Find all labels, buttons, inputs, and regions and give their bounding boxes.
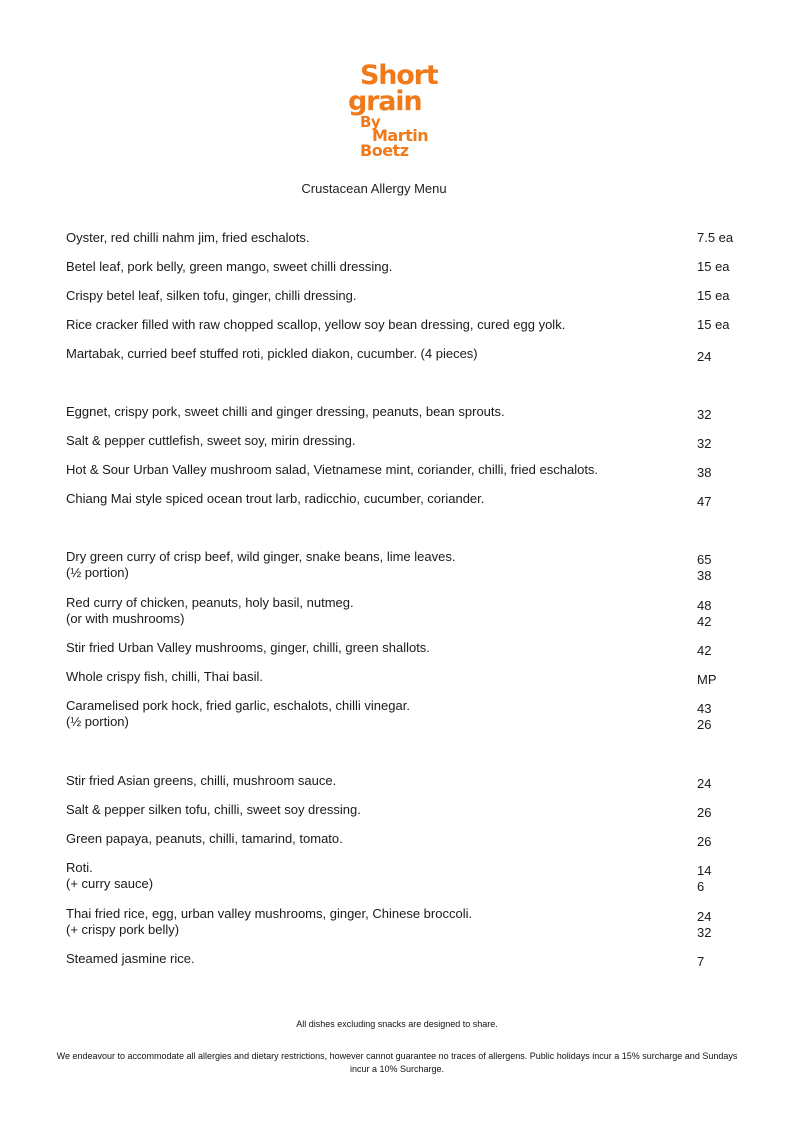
price-value: 26 — [697, 834, 712, 849]
description-line: Betel leaf, pork belly, green mango, sweet chilli dressing. — [66, 259, 393, 274]
menu-item-description — [66, 669, 686, 685]
menu-item-price — [697, 407, 757, 423]
price-value: 43 — [697, 701, 712, 716]
price-value: 15 ea — [697, 317, 730, 332]
menu-item-description — [66, 317, 686, 333]
price-value: 24 — [697, 349, 712, 364]
menu-item-price — [697, 701, 757, 733]
menu-item-price — [697, 863, 757, 895]
price-value: 48 — [697, 598, 712, 613]
menu-item-price — [697, 288, 757, 304]
price-value: 32 — [697, 925, 712, 940]
description-line: Martabak, curried beef stuffed roti, pickled diakon, cucumber. (4 pieces) — [66, 346, 478, 361]
logo-line: grain — [348, 86, 422, 117]
description-line: (½ portion) — [66, 714, 129, 729]
menu-item-description — [66, 288, 686, 304]
price-value: 38 — [697, 568, 712, 583]
menu-item-description — [66, 549, 686, 581]
description-line: Salt & pepper cuttlefish, sweet soy, mirin dressing. — [66, 433, 356, 448]
description-line: Whole crispy fish, chilli, Thai basil. — [66, 669, 263, 684]
menu-item-price — [697, 598, 757, 630]
description-line: (½ portion) — [66, 565, 129, 580]
menu-item-price — [697, 643, 757, 659]
price-value: 6 — [697, 879, 705, 894]
menu-item-price — [697, 805, 757, 821]
menu-item-description — [66, 860, 686, 892]
menu-item-price — [697, 317, 757, 333]
price-value: 42 — [697, 614, 712, 629]
price-value: 7 — [697, 954, 705, 969]
price-value: 15 ea — [697, 259, 730, 274]
price-value: 24 — [697, 776, 712, 791]
description-line: (+ crispy pork belly) — [66, 922, 180, 937]
description-line: Crispy betel leaf, silken tofu, ginger, chilli dressing. — [66, 288, 357, 303]
menu-item-price — [697, 834, 757, 850]
menu-item-description — [66, 404, 686, 420]
price-value: 32 — [697, 407, 712, 422]
price-value: 47 — [697, 494, 712, 509]
menu-item-price — [697, 349, 757, 365]
description-line: Chiang Mai style spiced ocean trout larb, radicchio, cucumber, coriander. — [66, 491, 485, 506]
description-line: Caramelised pork hock, fried garlic, eschalots, chilli vinegar. — [66, 698, 410, 713]
allergy-disclaimer: We endeavour to accommodate all allergies and dietary restrictions, however cannot guarantee no traces of allergens. Public holidays incur a 15% surcharge and Sundays incur a 10% Surcharge. — [56, 1051, 738, 1074]
description-line: (or with mushrooms) — [66, 611, 185, 626]
price-value: 24 — [697, 909, 712, 924]
price-value: 26 — [697, 717, 712, 732]
menu-item-description — [66, 906, 686, 938]
price-value: 65 — [697, 552, 712, 567]
price-value: 14 — [697, 863, 712, 878]
menu-item-price — [697, 776, 757, 792]
description-line: Eggnet, crispy pork, sweet chilli and ginger dressing, peanuts, bean sprouts. — [66, 404, 505, 419]
menu-item-price — [697, 494, 757, 510]
menu-item-price — [697, 552, 757, 584]
menu-item-description — [66, 640, 686, 656]
description-line: Rice cracker filled with raw chopped scallop, yellow soy bean dressing, cured egg yolk. — [66, 317, 566, 332]
price-value: 15 ea — [697, 288, 730, 303]
logo-line: Boetz — [360, 141, 409, 160]
menu-item-price — [697, 909, 757, 941]
menu-item-description — [66, 802, 686, 818]
description-line: Thai fried rice, egg, urban valley mushrooms, ginger, Chinese broccoli. — [66, 906, 473, 921]
menu-item-description — [66, 259, 686, 275]
footer-note: All dishes excluding snacks are designed to share. — [296, 1019, 498, 1029]
description-line: Red curry of chicken, peanuts, holy basil, nutmeg. — [66, 595, 354, 610]
logo-line: By — [360, 113, 381, 131]
menu-title: Crustacean Allergy Menu — [301, 181, 447, 196]
menu-item-description — [66, 230, 686, 246]
menu-item-price — [697, 259, 757, 275]
logo-line: Martin — [372, 126, 429, 145]
price-value: 7.5 ea — [697, 230, 734, 245]
menu-item-description — [66, 831, 686, 847]
menu-item-price — [697, 465, 757, 481]
price-value: MP — [697, 672, 717, 687]
price-value: 26 — [697, 805, 712, 820]
description-line: Stir fried Urban Valley mushrooms, ginger, chilli, green shallots. — [66, 640, 430, 655]
description-line: Hot & Sour Urban Valley mushroom salad, Vietnamese mint, coriander, chilli, fried eschalots. — [66, 462, 599, 477]
menu-item-description — [66, 595, 686, 627]
description-line: Oyster, red chilli nahm jim, fried eschalots. — [66, 230, 310, 245]
price-value: 38 — [697, 465, 712, 480]
description-line: Roti. — [66, 860, 93, 875]
description-line: (+ curry sauce) — [66, 876, 154, 891]
menu-item-description — [66, 491, 686, 507]
logo-line: Short — [360, 60, 438, 91]
price-value: 42 — [697, 643, 712, 658]
menu-item-price — [697, 436, 757, 452]
menu-item-description — [66, 698, 686, 730]
price-value: 32 — [697, 436, 712, 451]
menu-item-description — [66, 346, 686, 362]
menu-item-price — [697, 672, 757, 688]
menu-item-description — [66, 433, 686, 449]
description-line: Stir fried Asian greens, chilli, mushroom sauce. — [66, 773, 337, 788]
description-line: Dry green curry of crisp beef, wild ginger, snake beans, lime leaves. — [66, 549, 456, 564]
menu-item-description — [66, 462, 686, 478]
description-line: Green papaya, peanuts, chilli, tamarind, tomato. — [66, 831, 343, 846]
description-line: Steamed jasmine rice. — [66, 951, 195, 966]
menu-item-price — [697, 954, 757, 970]
menu-item-description — [66, 951, 686, 967]
restaurant-logo — [340, 62, 450, 160]
menu-item-price — [697, 230, 757, 246]
menu-item-description — [66, 773, 686, 789]
description-line: Salt & pepper silken tofu, chilli, sweet soy dressing. — [66, 802, 361, 817]
